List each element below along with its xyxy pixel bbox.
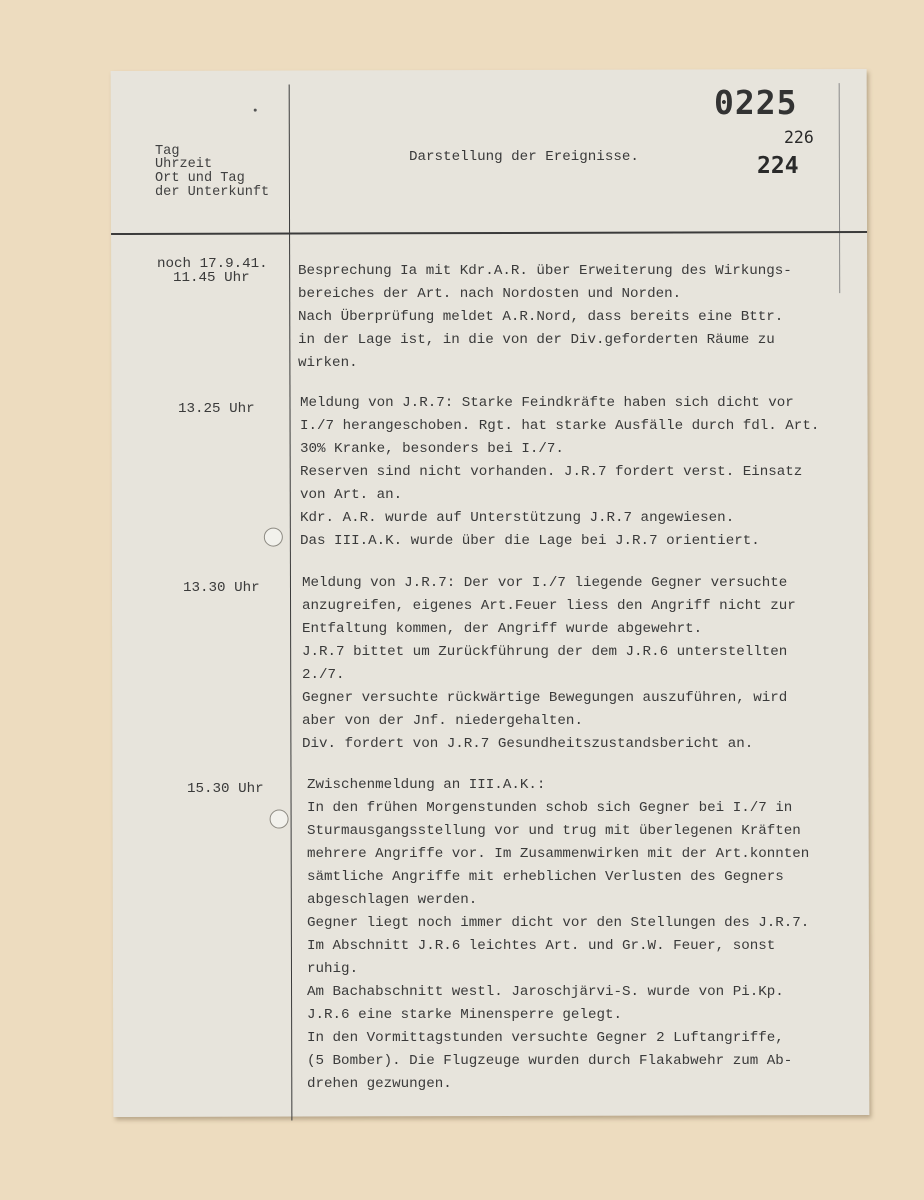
entry-time: noch 17.9.41. xyxy=(157,256,268,272)
header-label-ort: Ort und Tag xyxy=(155,171,245,186)
header-label-unterkunft: der Unterkunft xyxy=(155,185,270,200)
entry-line: J.R.7 bittet um Zurückführung der dem J.R.6 unterstellten xyxy=(302,644,788,660)
header-divider xyxy=(111,231,867,235)
entry-line: aber von der Jnf. niedergehalten. xyxy=(302,713,583,729)
entry-line: Div. fordert von J.R.7 Gesundheitszustandsbericht an. xyxy=(302,736,754,752)
entry-line: (5 Bomber). Die Flugzeuge wurden durch Flakabwehr zum Ab- xyxy=(307,1053,793,1069)
entry-line: Gegner liegt noch immer dicht vor den Stellungen des J.R.7. xyxy=(307,915,810,931)
entry-time: 13.25 Uhr xyxy=(178,401,255,417)
entry-time: 11.45 Uhr xyxy=(173,270,250,286)
entry-line: I./7 herangeschoben. Rgt. hat starke Ausfälle durch fdl. Art. xyxy=(300,418,820,434)
entry-line: J.R.6 eine starke Minensperre gelegt. xyxy=(307,1007,623,1023)
entry-line: Zwischenmeldung an III.A.K.: xyxy=(307,777,546,793)
header-label-uhrzeit: Uhrzeit xyxy=(155,157,213,172)
entry-line: abgeschlagen werden. xyxy=(307,892,478,908)
entry-line: ruhig. xyxy=(307,961,359,977)
punch-hole xyxy=(264,528,283,547)
entry-line: sämtliche Angriffe mit erheblichen Verlusten des Gegners xyxy=(307,869,784,885)
stamp-column-divider xyxy=(839,83,841,293)
entry-line: Gegner versuchte rückwärtige Bewegungen auszuführen, wird xyxy=(302,690,788,706)
entry-line: Besprechung Ia mit Kdr.A.R. über Erweiterung des Wirkungs- xyxy=(298,263,792,279)
entry-line: Das III.A.K. wurde über die Lage bei J.R.7 orientiert. xyxy=(300,533,760,549)
ink-dot xyxy=(254,109,257,112)
entry-line: Kdr. A.R. wurde auf Unterstützung J.R.7 angewiesen. xyxy=(300,510,735,526)
entry-line: drehen gezwungen. xyxy=(307,1076,452,1092)
entry-line: Meldung von J.R.7: Der vor I./7 liegende Gegner versuchte xyxy=(302,575,788,591)
entry-line: In den Vormittagstunden versuchte Gegner 2 Luftangriffe, xyxy=(307,1030,784,1046)
entry-line: Nach Überprüfung meldet A.R.Nord, dass bereits eine Bttr. xyxy=(298,309,784,325)
entry-line: in der Lage ist, in die von der Div.geforderten Räume zu xyxy=(298,332,775,348)
entry-line: In den frühen Morgenstunden schob sich Gegner bei I./7 in xyxy=(307,800,793,816)
entry-line: mehrere Angriffe vor. Im Zusammenwirken mit der Art.konnten xyxy=(307,846,810,862)
entry-line: 30% Kranke, besonders bei I./7. xyxy=(300,441,564,457)
entry-line: 2./7. xyxy=(302,667,345,683)
entry-line: anzugreifen, eigenes Art.Feuer liess den Angriff nicht zur xyxy=(302,598,796,614)
punch-hole xyxy=(270,810,289,829)
entry-line: Entfaltung kommen, der Angriff wurde abgewehrt. xyxy=(302,621,703,637)
page-number-typed: 226 xyxy=(784,128,814,147)
entry-line: Reserven sind nicht vorhanden. J.R.7 fordert verst. Einsatz xyxy=(300,464,803,480)
entry-line: wirken. xyxy=(298,355,358,371)
entry-line: Sturmausgangsstellung vor und trug mit überlegenen Kräften xyxy=(307,823,801,839)
header-label-tag: Tag xyxy=(155,144,180,159)
entry-line: Im Abschnitt J.R.6 leichtes Art. und Gr.W. Feuer, sonst xyxy=(307,938,776,954)
archive-page-stamp: 0225 xyxy=(714,83,798,122)
entry-time: 13.30 Uhr xyxy=(183,580,260,596)
entry-line: Am Bachabschnitt westl. Jaroschjärvi-S. wurde von Pi.Kp. xyxy=(307,984,784,1000)
entry-line: Meldung von J.R.7: Starke Feindkräfte haben sich dicht vor xyxy=(300,395,794,411)
header-title: Darstellung der Ereignisse. xyxy=(409,149,639,165)
entry-time: 15.30 Uhr xyxy=(187,781,264,797)
entry-line: bereiches der Art. nach Nordosten und Norden. xyxy=(298,286,682,302)
page-number-stamp: 224 xyxy=(757,153,799,179)
column-divider xyxy=(289,85,293,1121)
entry-line: von Art. an. xyxy=(300,487,403,503)
